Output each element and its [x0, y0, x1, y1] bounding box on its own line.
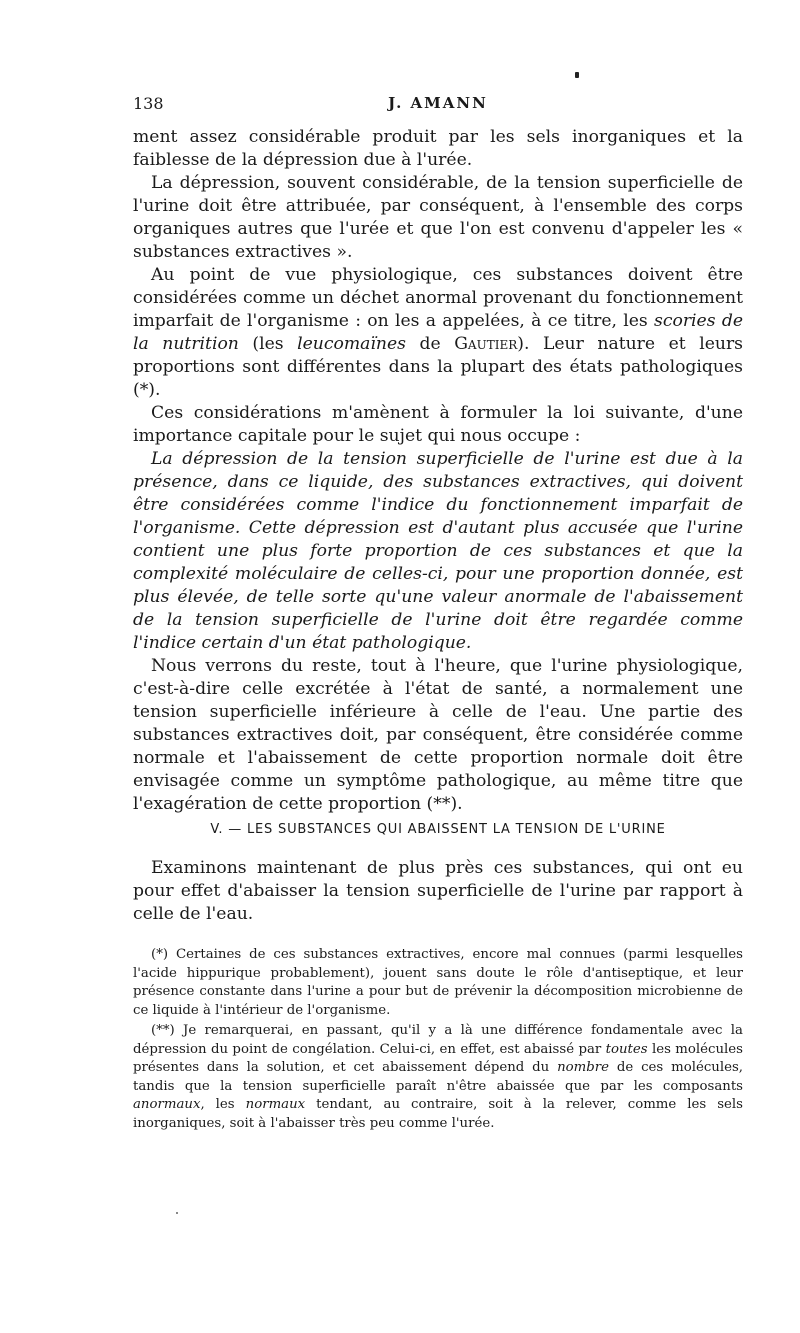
- author-name: J. AMANN: [388, 94, 488, 112]
- author-reference: Gautier: [454, 334, 518, 354]
- section-text: [133, 857, 743, 926]
- running-head: [133, 94, 743, 116]
- italic-term: leucomaïnes: [297, 334, 406, 354]
- main-text: [133, 126, 743, 816]
- section-heading: V. — LES SUBSTANCES QUI ABAISSENT LA TENSION DE L'URINE: [210, 822, 666, 837]
- footnote-1: (*) Certaines de ces substances extractives, encore mal connues (parmi lesquelles l'acide hippurique probablement), jouent sans doute le rôle d'antiseptique, et leur présence constante dans l'urine a pour but de prévenir la décomposition microbienne de ce liquide à l'intérieur de l'organisme.: [133, 947, 743, 1018]
- footnote-2: (**) Je remarquerai, en passant, qu'il y a là une différence fondamentale avec la dépression du point de congélation. Celui-ci, en effet, est abaissé par toutes les molécules présentes dans la solution, et cet abaissement dépend du nombre de ces molécules, tandis que la tension superficielle paraît n'être abaissée que par les composants anormaux, les normaux tendant, au contraire, soit à la relever, comme les sels inorganiques, soit à l'abaisser très peu comme l'urée.: [133, 1023, 744, 1131]
- paragraph-depression: La dépression, souvent considérable, de la tension superficielle de l'urine doit être attribuée, par conséquent, à l'ensemble des corps organiques autres que l'urée et que l'on est convenu d'appeler les « substances extractives ».: [133, 173, 743, 262]
- law-statement: La dépression de la tension superficielle de l'urine est due à la présence, dans ce liquide, des substances extractives, qui doivent être considérées comme l'indice du fonctionnement imparfait de l'organisme. Cette dépression est d'autant plus accusée que l'urine contient une plus forte proportion de ces substances et que la complexité moléculaire de celles-ci, pour une proportion donnée, est plus élevée, de telle sorte qu'une valeur anormale de l'abaissement de la tension superficielle de l'urine doit être regardée comme l'indice certain d'un état pathologique.: [133, 449, 743, 653]
- footnotes: [133, 946, 743, 1133]
- paragraph-law-intro: Ces considérations m'amènent à formuler la loi suivante, d'une importance capitale pour le sujet qui nous occupe :: [133, 403, 743, 446]
- paragraph-physiological: Au point de vue physiologique, ces substances doivent être considérées comme un déchet anormal provenant du fonctionnement imparfait de l'organisme : on les a appelées, à ce titre, les scories de la nutrition (les leucomaïnes de Gautier). Leur nature et leurs proportions sont différentes dans la plupart des états pathologiques (*).: [133, 265, 743, 400]
- ink-dot: [575, 72, 579, 78]
- paragraph-normal-urine: Nous verrons du reste, tout à l'heure, que l'urine physiologique, c'est-à-dire celle excrétée à l'état de santé, a normalement une tension superficielle inférieure à celle de l'eau. Une partie des substances extractives doit, par conséquent, être considérée comme normale et l'abaissement de cette proportion normale doit être envisagée comme un symptôme pathologique, au même titre que l'exagération de cette proportion (**).: [133, 656, 743, 814]
- paragraph-continued: ment assez considérable produit par les sels inorganiques et la faiblesse de la dépression due à l'urée.: [133, 127, 743, 170]
- italic-term: scories de la nutrition: [133, 311, 743, 354]
- paper-speck: [176, 1212, 178, 1214]
- paragraph-examine: Examinons maintenant de plus près ces substances, qui ont eu pour effet d'abaisser la tension superficielle de l'urine par rapport à celle de l'eau.: [133, 858, 743, 924]
- page-number: 138: [133, 94, 164, 113]
